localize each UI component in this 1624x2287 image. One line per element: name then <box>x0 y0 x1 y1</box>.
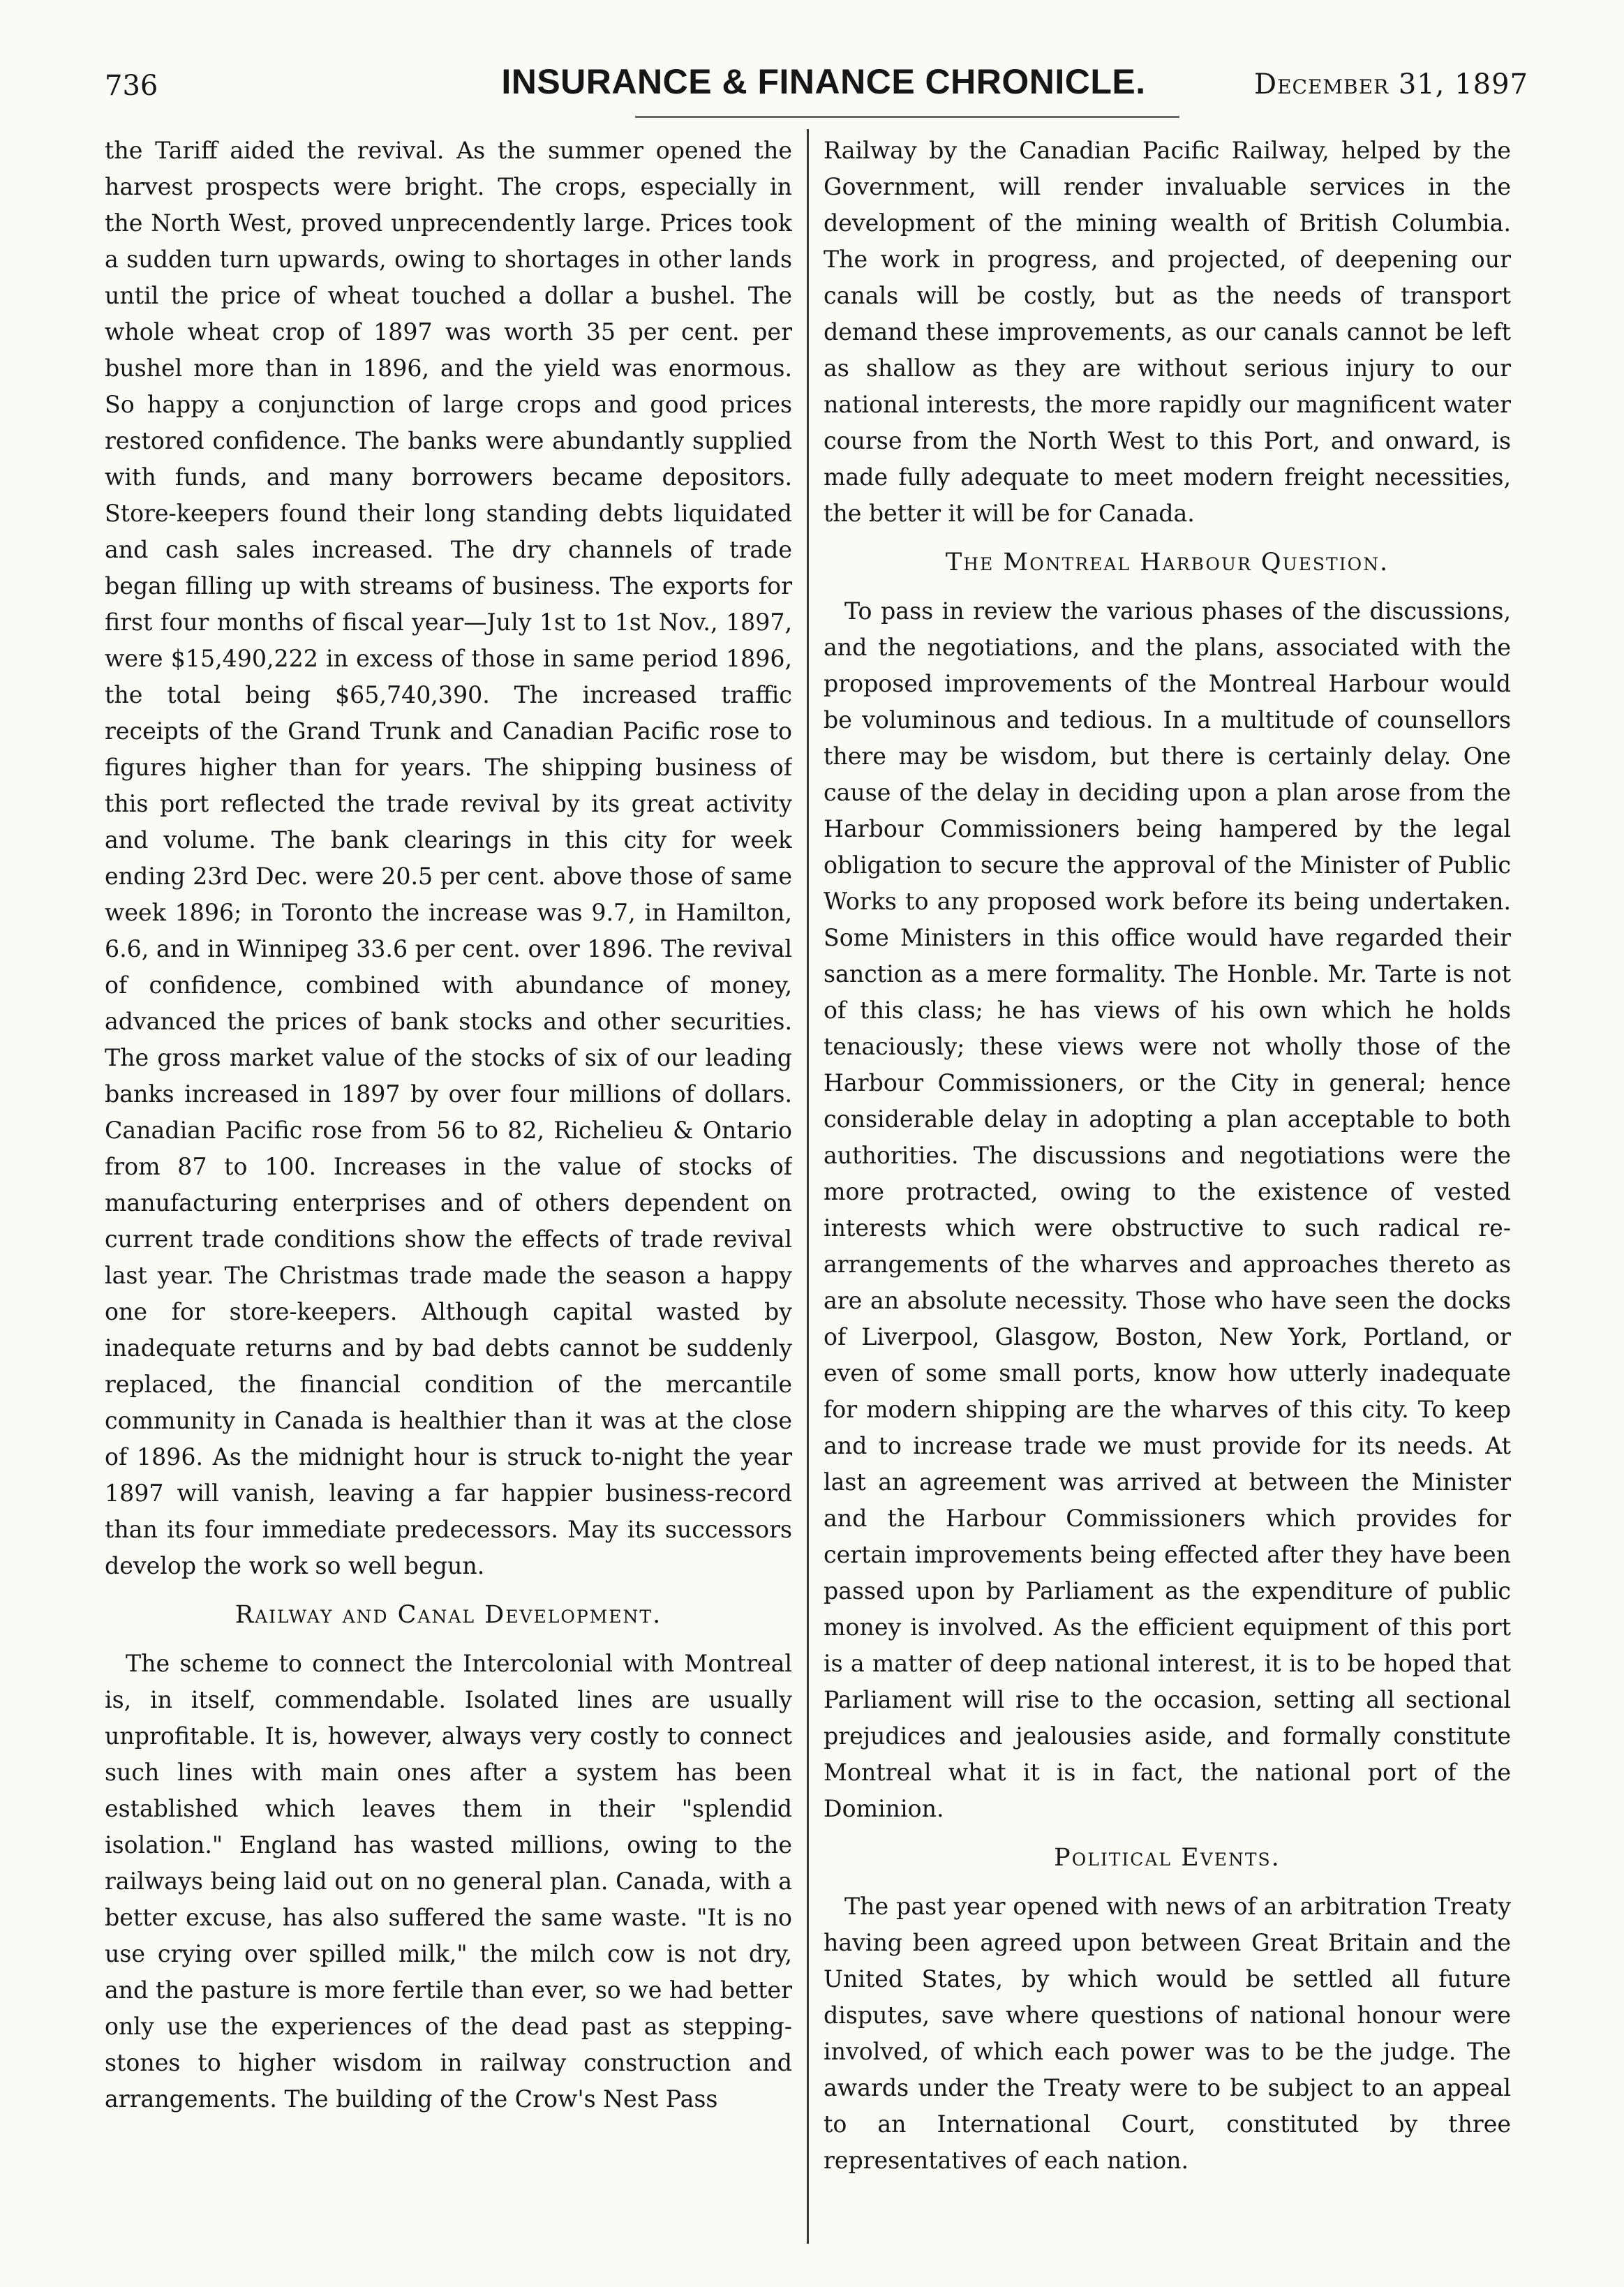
column-divider <box>807 129 809 2244</box>
masthead-title: INSURANCE & FINANCE CHRONICLE. <box>501 62 1146 101</box>
header-rule <box>635 116 1179 118</box>
article-paragraph: the Tariff aided the revival. As the summer opened the harvest prospects were bright. The crops, especially in the North West, proved unprecendently large. Prices took a sudden turn upwards, owing to shortages in other lands until the price of wheat touched a dollar a bushel. The whole wheat crop of 1897 was worth 35 per cent. per bushel more than in 1896, and the yield was enormous. So happy a conjunction of large crops and good prices restored confidence. The banks were abundantly supplied with funds, and many borrowers became depositors. Store-keepers found their long standing debts liquidated and cash sales increased. The dry channels of trade began filling up with streams of business. The exports for first four months of fiscal year—July 1st to 1st Nov., 1897, were $15,490,222 in excess of those in same period 1896, the total being $65,740,390. The increased traffic receipts of the Grand Trunk and Canadian Pacific rose to figures higher than for years. The shipping business of this port reflected the trade revival by its great activity and volume. The bank clearings in this city for week ending 23rd Dec. were 20.5 per cent. above those of same week 1896; in Toronto the increase was 9.7, in Hamilton, 6.6, and in Winnipeg 33.6 per cent. over 1896. The revival of confidence, combined with abundance of money, advanced the prices of bank stocks and other securities. The gross market value of the stocks of six of our leading banks increased in 1897 by over four millions of dollars. Canadian Pacific rose from 56 to 82, Richelieu & Ontario from 87 to 100. Increases in the value of stocks of manufacturing enterprises and of others dependent on current trade conditions show the effects of trade revival last year. The Christmas trade made the season a happy one for store-keepers. Although capital wasted by inadequate returns and by bad debts cannot be suddenly replaced, the financial condition of the mercantile community in Canada is healthier than it was at the close of 1896. As the midnight hour is struck to-night the year 1897 will vanish, leaving a far happier business-record than its four immediate predecessors. May its successors develop the work so well begun. <box>105 137 792 1579</box>
section-heading-harbour: The Montreal Harbour Question. <box>945 549 1390 576</box>
right-column <box>824 133 1511 2254</box>
section-heading-political: Political Events. <box>1054 1844 1281 1872</box>
article-paragraph: The scheme to connect the Intercolonial with Montreal is, in itself, commendable. Isolated lines are usually unprofitable. It is, however, always very costly to connect such lines with main ones after a system has been established which leaves them in their "splendid isolation." England has wasted millions, owing to the railways being laid out on no general plan. Canada, with a better excuse, has also suffered the same waste. "It is no use crying over spilled milk," the milch cow is not dry, and the pasture is more fertile than ever, so we had better only use the experiences of the dead past as stepping-stones to higher wisdom in railway construction and arrangements. The building of the Crow's Nest Pass <box>105 1650 792 2113</box>
left-column <box>105 133 792 2254</box>
article-paragraph: To pass in review the various phases of the discussions, and the negotiations, and the plans, associated with the proposed improvements of the Montreal Harbour would be voluminous and tedious. In a multitude of counsellors there may be wisdom, but there is certainly delay. One cause of the delay in deciding upon a plan arose from the Harbour Commissioners being hampered by the legal obligation to secure the approval of the Minister of Public Works to any proposed work before its being undertaken. Some Ministers in this office would have regarded their sanction as a mere formality. The Honble. Mr. Tarte is not of this class; he has views of his own which he holds tenaciously; these views were not wholly those of the Harbour Commissioners, or the City in general; hence considerable delay in adopting a plan acceptable to both authorities. The discussions and negotiations were the more protracted, owing to the existence of vested interests which were obstructive to such radical re-arrangements of the wharves and approaches thereto as are an absolute necessity. Those who have seen the docks of Liverpool, Glasgow, Boston, New York, Portland, or even of some small ports, know how utterly inadequate for modern shipping are the wharves of this city. To keep and to increase trade we must provide for its needs. At last an agreement was arrived at between the Minister and the Harbour Commissioners which provides for certain improvements being effected after they have been passed upon by Parliament as the expenditure of public money is involved. As the efficient equipment of this port is a matter of deep national interest, it is to be hoped that Parliament will rise to the occasion, setting all sectional prejudices and jealousies aside, and formally constitute Montreal what it is in fact, the national port of the Dominion. <box>824 597 1511 1822</box>
article-paragraph: Railway by the Canadian Pacific Railway, helped by the Government, will render invaluable services in the development of the mining wealth of British Columbia. The work in progress, and projected, of deepening our canals will be costly, but as the needs of transport demand these improvements, as our canals cannot be left as shallow as they are without serious injury to our national interests, the more rapidly our magnificent water course from the North West to this Port, and onward, is made fully adequate to meet modern freight necessities, the better it will be for Canada. <box>824 137 1511 527</box>
section-heading-railway: Railway and Canal Development. <box>234 1601 662 1629</box>
article-paragraph: The past year opened with news of an arbitration Treaty having been agreed upon between Great Britain and the United States, by which would be settled all future disputes, save where questions of national honour were involved, of which each power was to be the judge. The awards under the Treaty were to be subject to an appeal to an International Court, constituted by three representatives of each nation. <box>824 1893 1511 2174</box>
page-number: 736 <box>105 70 158 102</box>
page-header <box>105 61 1528 117</box>
issue-date: December 31, 1897 <box>1254 68 1528 100</box>
